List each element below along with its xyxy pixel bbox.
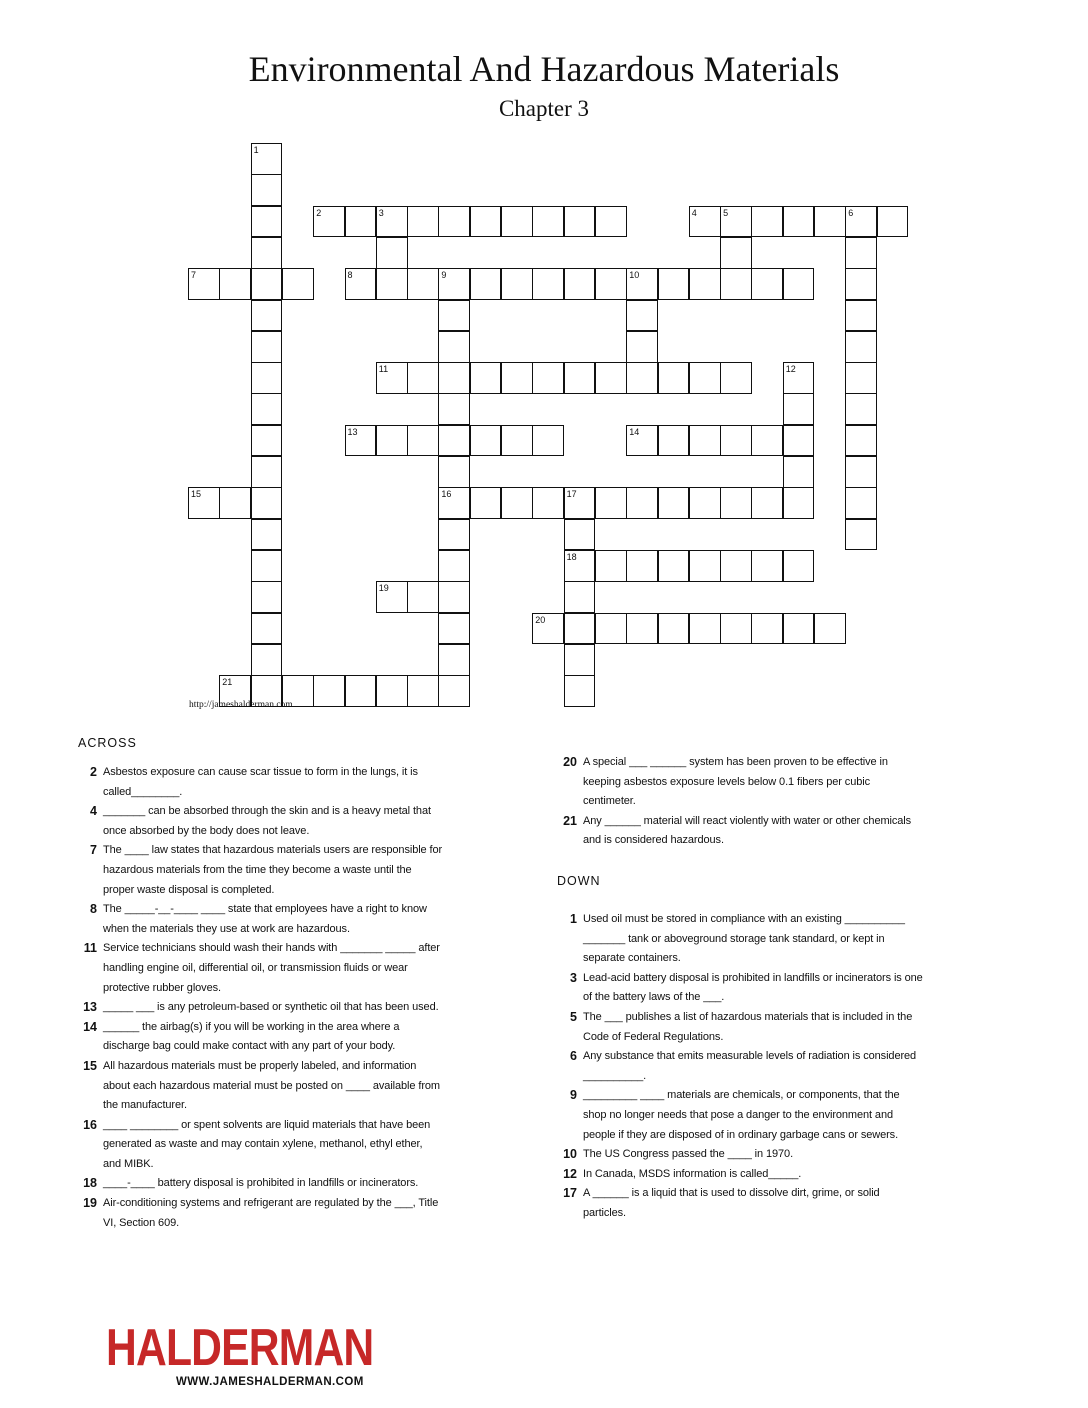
- grid-cell[interactable]: [251, 550, 283, 582]
- grid-cell[interactable]: [564, 613, 596, 645]
- grid-cell[interactable]: [532, 206, 564, 238]
- grid-cell[interactable]: [470, 206, 502, 238]
- grid-cell[interactable]: [407, 581, 439, 613]
- across-clue: [83, 939, 443, 998]
- grid-cell[interactable]: [251, 613, 283, 645]
- grid-cell[interactable]: [376, 581, 408, 613]
- grid-cell[interactable]: [845, 300, 877, 332]
- clue-number: 2: [90, 765, 97, 779]
- grid-cell[interactable]: [438, 393, 470, 425]
- clue-number: 10: [563, 1147, 577, 1162]
- clue-number: 16: [441, 489, 452, 500]
- grid-cell[interactable]: [564, 675, 596, 707]
- across-clue: [83, 1174, 443, 1194]
- grid-cell[interactable]: [845, 487, 877, 519]
- grid-cell[interactable]: [564, 206, 596, 238]
- across-clue-list: [83, 763, 443, 1233]
- grid-cell[interactable]: [407, 362, 439, 394]
- grid-cell[interactable]: [689, 362, 721, 394]
- clue-text: The ____ law states that hazardous materials users are responsible for hazardous materials from the time they become a waste until the proper waste disposal is completed.: [103, 844, 443, 896]
- grid-cell[interactable]: [626, 362, 658, 394]
- grid-cell[interactable]: [438, 268, 470, 300]
- clue-text: In Canada, MSDS information is called_____.: [583, 1167, 802, 1180]
- grid-cell[interactable]: [595, 550, 627, 582]
- grid-cell[interactable]: [814, 613, 846, 645]
- grid-cell[interactable]: [501, 206, 533, 238]
- grid-cell[interactable]: [251, 519, 283, 551]
- grid-cell[interactable]: [751, 487, 783, 519]
- grid-cell[interactable]: [783, 206, 815, 238]
- grid-cell[interactable]: [783, 268, 815, 300]
- clue-text: _________ ____ materials are chemicals, or components, that the shop no longer needs that pose a danger to the environment and people if they are disposed of in ordinary garbage cans or sewers.: [583, 1089, 900, 1141]
- clue-number: 3: [378, 207, 384, 218]
- grid-cell[interactable]: [438, 456, 470, 488]
- grid-cell[interactable]: [658, 487, 690, 519]
- grid-cell[interactable]: [470, 425, 502, 457]
- grid-cell[interactable]: [251, 143, 283, 175]
- across-clue: [90, 802, 443, 841]
- grid-cell[interactable]: [532, 487, 564, 519]
- grid-cell[interactable]: [564, 550, 596, 582]
- grid-cell[interactable]: [407, 268, 439, 300]
- clue-number: 4: [691, 207, 697, 218]
- grid-cell[interactable]: [407, 675, 439, 707]
- grid-cell[interactable]: [251, 331, 283, 363]
- grid-cell[interactable]: [783, 550, 815, 582]
- clue-number: 14: [629, 426, 640, 437]
- grid-cell[interactable]: [564, 487, 596, 519]
- clue-number: 18: [566, 551, 577, 562]
- grid-cell[interactable]: [751, 425, 783, 457]
- grid-cell[interactable]: [219, 487, 251, 519]
- grid-cell[interactable]: [532, 613, 564, 645]
- grid-cell[interactable]: [345, 206, 377, 238]
- grid-cell[interactable]: [251, 206, 283, 238]
- clue-number: 19: [378, 583, 389, 594]
- grid-cell[interactable]: [626, 268, 658, 300]
- grid-cell[interactable]: [438, 581, 470, 613]
- grid-cell[interactable]: [345, 268, 377, 300]
- grid-cell[interactable]: [470, 487, 502, 519]
- across-clue: [90, 841, 443, 900]
- clue-text: Asbestos exposure can cause scar tissue to form in the lungs, it is called________.: [103, 766, 418, 798]
- clue-number: 18: [83, 1176, 97, 1191]
- grid-cell[interactable]: [845, 425, 877, 457]
- across-clue: [83, 998, 443, 1018]
- clue-text: _____ ___ is any petroleum-based or synthetic oil that has been used.: [103, 1001, 439, 1014]
- clue-text: All hazardous materials must be properly labeled, and information about each hazardous material must be posted on ____ available from the manufacturer.: [103, 1059, 440, 1112]
- clue-text: _______ can be absorbed through the skin and is a heavy metal that once absorbed by the body does not leave.: [103, 805, 431, 837]
- clue-number: 13: [83, 1000, 97, 1015]
- grid-cell[interactable]: [438, 362, 470, 394]
- grid-cell[interactable]: [251, 644, 283, 676]
- grid-cell[interactable]: [251, 362, 283, 394]
- grid-cell[interactable]: [658, 550, 690, 582]
- clue-number: 21: [222, 677, 233, 688]
- grid-cell[interactable]: [532, 268, 564, 300]
- clue-text: Air-conditioning systems and refrigerant are regulated by the ___, Title VI, Section 609.: [103, 1197, 439, 1229]
- clue-number: 8: [90, 902, 97, 917]
- grid-cell[interactable]: [783, 487, 815, 519]
- clue-number: 1: [570, 912, 577, 926]
- grid-cell[interactable]: [438, 425, 470, 457]
- grid-cell[interactable]: [376, 237, 408, 269]
- grid-cell[interactable]: [438, 206, 470, 238]
- clue-text: Used oil must be stored in compliance with an existing __________ _______ tank or aboveground storage tank standard, or kept in separate containers.: [583, 913, 905, 965]
- grid-cell[interactable]: [251, 300, 283, 332]
- clue-number: 16: [83, 1117, 97, 1132]
- grid-cell[interactable]: [689, 268, 721, 300]
- clue-text: Service technicians should wash their hands with _______ _____ after handling engine oil, differential oil, or transmission fluids or wear protective rubber gloves.: [103, 942, 440, 994]
- grid-cell[interactable]: [626, 550, 658, 582]
- grid-cell[interactable]: [720, 206, 752, 238]
- grid-cell[interactable]: [783, 362, 815, 394]
- down-clue: [570, 910, 923, 969]
- grid-cell[interactable]: [689, 550, 721, 582]
- across-clue: [83, 1116, 443, 1175]
- grid-cell[interactable]: [376, 675, 408, 707]
- clue-number: 14: [83, 1019, 97, 1034]
- clue-number: 15: [83, 1058, 97, 1073]
- grid-cell[interactable]: [814, 206, 846, 238]
- clue-number: 11: [378, 364, 389, 375]
- across-clue-list-continued: [563, 753, 923, 851]
- grid-cell[interactable]: [438, 519, 470, 551]
- grid-cell[interactable]: [845, 206, 877, 238]
- grid-cell[interactable]: [626, 425, 658, 457]
- grid-cell[interactable]: [626, 487, 658, 519]
- clue-number: 8: [347, 270, 353, 281]
- grid-cell[interactable]: [251, 487, 283, 519]
- grid-cell[interactable]: [783, 425, 815, 457]
- clue-text: ____ ________ or spent solvents are liquid materials that have been generated as waste and may contain xylene, methanol, ethyl ether, and MIBK.: [103, 1118, 431, 1170]
- clue-text: A special ___ ______ system has been proven to be effective in keeping asbestos exposure levels below 0.1 fibers per cubic centimeter.: [583, 756, 888, 808]
- clue-number: 1: [253, 145, 259, 155]
- grid-cell[interactable]: [438, 487, 470, 519]
- grid-cell[interactable]: [251, 393, 283, 425]
- clue-number: 2: [316, 207, 322, 218]
- clue-number: 21: [563, 813, 577, 828]
- clue-text: Any substance that emits measurable levels of radiation is considered __________.: [583, 1050, 917, 1082]
- grid-cell[interactable]: [720, 487, 752, 519]
- clue-number: 11: [83, 941, 97, 956]
- across-clue: [563, 753, 923, 812]
- grid-cell[interactable]: [845, 393, 877, 425]
- grid-cell[interactable]: [626, 331, 658, 363]
- grid-cell[interactable]: [845, 331, 877, 363]
- grid-cell[interactable]: [376, 206, 408, 238]
- grid-cell[interactable]: [689, 425, 721, 457]
- grid-cell[interactable]: [689, 613, 721, 645]
- grid-cell[interactable]: [407, 206, 439, 238]
- grid-cell[interactable]: [470, 362, 502, 394]
- clue-number: 17: [563, 1186, 577, 1201]
- clue-number: 6: [848, 207, 854, 218]
- grid-cell[interactable]: [658, 268, 690, 300]
- clue-number: 3: [570, 970, 577, 985]
- grid-cell[interactable]: [877, 206, 909, 238]
- clue-number: 10: [629, 270, 640, 281]
- clue-text: ____-____ battery disposal is prohibited in landfills or incinerators.: [103, 1177, 419, 1190]
- grid-cell[interactable]: [783, 456, 815, 488]
- grid-cell[interactable]: [845, 456, 877, 488]
- page-subtitle: Chapter 3: [498, 96, 590, 121]
- grid-cell[interactable]: [188, 268, 220, 300]
- clue-number: 7: [90, 843, 97, 858]
- grid-cell[interactable]: [783, 393, 815, 425]
- grid-cell[interactable]: [376, 268, 408, 300]
- grid-cell[interactable]: [501, 362, 533, 394]
- clue-text: Lead-acid battery disposal is prohibited in landfills or incinerators is one of the battery laws of the ___.: [583, 971, 923, 1004]
- grid-cell[interactable]: [564, 519, 596, 551]
- grid-cell[interactable]: [501, 425, 533, 457]
- clue-number: 5: [570, 1009, 577, 1024]
- across-heading: ACROSS: [78, 736, 137, 750]
- grid-cell[interactable]: [251, 174, 283, 206]
- grid-cell[interactable]: [345, 675, 377, 707]
- grid-cell[interactable]: [783, 613, 815, 645]
- grid-cell[interactable]: [845, 268, 877, 300]
- clue-number: 20: [563, 755, 577, 769]
- grid-cell[interactable]: [532, 425, 564, 457]
- grid-cell[interactable]: [313, 675, 345, 707]
- grid-cell[interactable]: [595, 362, 627, 394]
- grid-cell[interactable]: [438, 331, 470, 363]
- page-title: Environmental And Hazardous Materials: [248, 49, 840, 89]
- source-url[interactable]: http://jameshalderman.com: [189, 700, 293, 710]
- grid-cell[interactable]: [720, 550, 752, 582]
- grid-cell[interactable]: [845, 237, 877, 269]
- clue-text: The US Congress passed the ____ in 1970.: [583, 1148, 794, 1161]
- grid-cell[interactable]: [658, 613, 690, 645]
- across-clue: [83, 1018, 443, 1057]
- grid-cell[interactable]: [313, 206, 345, 238]
- down-clue: [563, 1165, 923, 1185]
- grid-cell[interactable]: [501, 268, 533, 300]
- across-clue: [83, 1057, 443, 1116]
- down-clue: [563, 1184, 923, 1223]
- clue-number: 9: [570, 1088, 577, 1103]
- clue-text: Any ______ material will react violently with water or other chemicals and is considered hazardous.: [583, 814, 912, 847]
- grid-cell[interactable]: [407, 425, 439, 457]
- grid-cell[interactable]: [720, 237, 752, 269]
- grid-cell[interactable]: [376, 362, 408, 394]
- grid-cell[interactable]: [251, 268, 283, 300]
- grid-cell[interactable]: [689, 487, 721, 519]
- grid-cell[interactable]: [626, 300, 658, 332]
- grid-cell[interactable]: [564, 581, 596, 613]
- logo-url: WWW.JAMESHALDERMAN.COM: [176, 1376, 364, 1388]
- down-clue: [570, 1086, 923, 1145]
- grid-cell[interactable]: [626, 613, 658, 645]
- grid-cell[interactable]: [595, 487, 627, 519]
- clue-number: 12: [563, 1166, 577, 1181]
- clue-text: The ___ publishes a list of hazardous materials that is included in the Code of Federal Regulations.: [583, 1010, 913, 1043]
- grid-cell[interactable]: [219, 268, 251, 300]
- clue-text: A ______ is a liquid that is used to dissolve dirt, grime, or solid particles.: [583, 1187, 880, 1219]
- grid-cell[interactable]: [345, 425, 377, 457]
- down-clue: [570, 1008, 923, 1047]
- grid-cell[interactable]: [751, 206, 783, 238]
- down-clue: [563, 1145, 923, 1165]
- grid-cell[interactable]: [720, 425, 752, 457]
- grid-cell[interactable]: [564, 362, 596, 394]
- clue-number: 7: [191, 270, 197, 281]
- clue-number: 17: [566, 489, 577, 500]
- across-clue: [90, 900, 443, 939]
- grid-cell[interactable]: [251, 581, 283, 613]
- grid-cell[interactable]: [595, 613, 627, 645]
- clue-text: The _____-__-____ ____ state that employees have a right to know when the materials they use at work are hazardous.: [103, 903, 427, 935]
- grid-cell[interactable]: [845, 362, 877, 394]
- grid-cell[interactable]: [689, 206, 721, 238]
- grid-cell[interactable]: [751, 550, 783, 582]
- grid-cell[interactable]: [438, 644, 470, 676]
- grid-cell[interactable]: [251, 425, 283, 457]
- clue-number: 13: [347, 426, 358, 437]
- down-clue-list: [563, 910, 923, 1224]
- clue-number: 15: [191, 489, 202, 500]
- clue-number: 6: [570, 1049, 577, 1064]
- grid-cell[interactable]: [438, 613, 470, 645]
- across-clue: [90, 763, 443, 802]
- clue-number: 9: [441, 270, 447, 281]
- grid-cell[interactable]: [188, 487, 220, 519]
- clue-number: 4: [90, 804, 97, 819]
- down-clue: [570, 969, 923, 1008]
- across-clue: [83, 1194, 443, 1233]
- down-heading: DOWN: [557, 874, 601, 888]
- grid-cell[interactable]: [438, 550, 470, 582]
- grid-cell[interactable]: [845, 519, 877, 551]
- clue-number: 5: [723, 207, 729, 218]
- clue-number: 20: [535, 614, 546, 625]
- grid-cell[interactable]: [720, 362, 752, 394]
- grid-cell[interactable]: [564, 268, 596, 300]
- clue-text: ______ the airbag(s) if you will be working in the area where a discharge bag could make contact with any part of your body.: [103, 1020, 400, 1053]
- clue-number: 19: [83, 1196, 97, 1211]
- grid-cell[interactable]: [595, 268, 627, 300]
- grid-cell[interactable]: [751, 613, 783, 645]
- clue-number: 12: [785, 364, 796, 375]
- grid-cell[interactable]: [658, 425, 690, 457]
- grid-cell[interactable]: [595, 206, 627, 238]
- grid-cell[interactable]: [751, 268, 783, 300]
- grid-cell[interactable]: [376, 425, 408, 457]
- grid-cell[interactable]: [438, 675, 470, 707]
- halderman-logo: HALDERMAN: [106, 1319, 374, 1377]
- across-clue: [563, 812, 923, 851]
- grid-cell[interactable]: [282, 268, 314, 300]
- grid-cell[interactable]: [251, 456, 283, 488]
- grid-cell[interactable]: [532, 362, 564, 394]
- grid-cell[interactable]: [438, 300, 470, 332]
- grid-cell[interactable]: [501, 487, 533, 519]
- grid-cell[interactable]: [251, 237, 283, 269]
- grid-cell[interactable]: [470, 268, 502, 300]
- down-clue: [570, 1047, 923, 1086]
- grid-cell[interactable]: [658, 362, 690, 394]
- grid-cell[interactable]: [720, 268, 752, 300]
- grid-cell[interactable]: [564, 644, 596, 676]
- grid-cell[interactable]: [720, 613, 752, 645]
